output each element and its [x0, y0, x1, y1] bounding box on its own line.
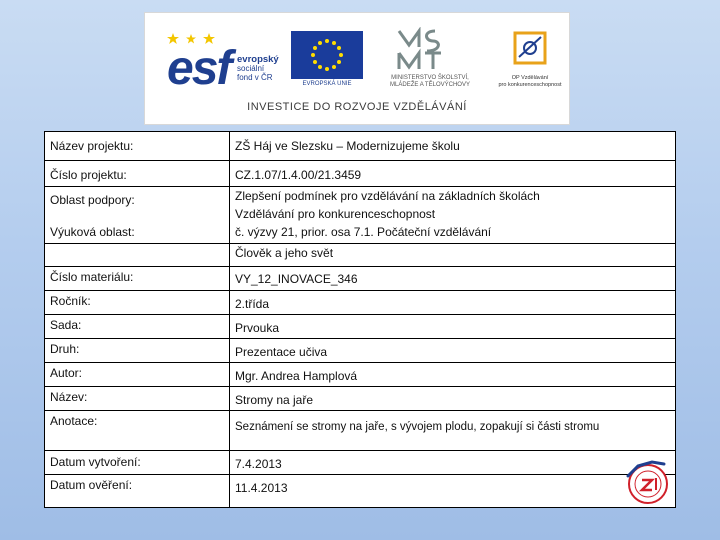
esf-caption-line3: fond v ČR [237, 73, 273, 82]
table-row [45, 132, 676, 161]
support-area-label-text: Oblast podpory: [50, 193, 135, 207]
table-row [45, 363, 676, 387]
esf-caption [237, 55, 279, 82]
banner-tagline: INVESTICE DO ROZVOJE VZDĚLÁVÁNÍ [247, 101, 467, 113]
eu-label: EVROPSKÁ UNIE [302, 81, 352, 87]
op-label-line1: OP Vzdělávání [511, 75, 549, 81]
table-row [45, 411, 676, 451]
msmt-label-line2: MLÁDEŽE A TĚLOVÝCHOVY [390, 82, 470, 88]
table-row [45, 475, 676, 508]
table-row [45, 451, 676, 475]
msmt-label [365, 75, 495, 89]
author-value: Mgr. Andrea Hamplová [230, 363, 676, 387]
esf-caption-line2: sociální [237, 64, 265, 73]
table-row [45, 187, 676, 244]
teaching-area-value: Člověk a jeho svět [230, 244, 676, 267]
eu-flag-icon [291, 31, 363, 79]
support-area-line2: Vzdělávání pro konkurenceschopnost [235, 207, 436, 221]
support-area-label [45, 187, 230, 244]
table-row [45, 161, 676, 187]
type-value: Prezentace učiva [230, 339, 676, 363]
support-area-line3: č. výzvy 21, prior. osa 7.1. Počáteční vzdělávání [235, 225, 492, 239]
grade-value: 2.třída [230, 291, 676, 315]
annotation-value: Seznámení se stromy na jaře, s vývojem plodu, zopakují si části stromu [230, 411, 676, 451]
verified-date-value: 11.4.2013 [230, 475, 676, 508]
project-number-label: Číslo projektu: [45, 161, 230, 187]
table-row [45, 244, 676, 267]
teaching-area-spacer [45, 244, 230, 267]
verified-date-label: Datum ověření: [45, 475, 230, 508]
type-label: Druh: [45, 339, 230, 363]
esf-caption-line1: evropský [237, 54, 279, 65]
op-label [485, 75, 575, 88]
header-logo-banner [144, 12, 570, 125]
project-number-value: CZ.1.07/1.4.00/21.3459 [230, 161, 676, 187]
support-area-line1: Zlepšení podmínek pro vzdělávání na základních školách [235, 189, 540, 203]
esf-logo: esf [167, 42, 231, 95]
title-label: Název: [45, 387, 230, 411]
msmt-logo-icon [395, 27, 445, 73]
op-label-line2: pro konkurenceschopnost [498, 81, 562, 88]
table-row [45, 339, 676, 363]
grade-label: Ročník: [45, 291, 230, 315]
op-logo-icon [507, 27, 553, 71]
table-row [45, 291, 676, 315]
author-label: Autor: [45, 363, 230, 387]
material-number-value: VY_12_INOVACE_346 [230, 267, 676, 291]
project-name-value: ZŠ Háj ve Slezsku – Modernizujeme školu [230, 132, 676, 161]
teaching-area-label: Výuková oblast: [50, 225, 135, 239]
created-date-label: Datum vytvoření: [45, 451, 230, 475]
project-name-label: Název projektu: [45, 132, 230, 161]
material-number-label: Číslo materiálu: [45, 267, 230, 291]
msmt-label-line1: MINISTERSTVO ŠKOLSTVÍ, [391, 75, 469, 81]
set-label: Sada: [45, 315, 230, 339]
support-area-value [230, 187, 676, 244]
school-seal-icon [622, 458, 670, 506]
annotation-label: Anotace: [45, 411, 230, 451]
set-value: Prvouka [230, 315, 676, 339]
created-date-value: 7.4.2013 [230, 451, 676, 475]
table-row [45, 267, 676, 291]
project-info-table [44, 131, 676, 508]
table-row [45, 387, 676, 411]
title-value: Stromy na jaře [230, 387, 676, 411]
table-row [45, 315, 676, 339]
